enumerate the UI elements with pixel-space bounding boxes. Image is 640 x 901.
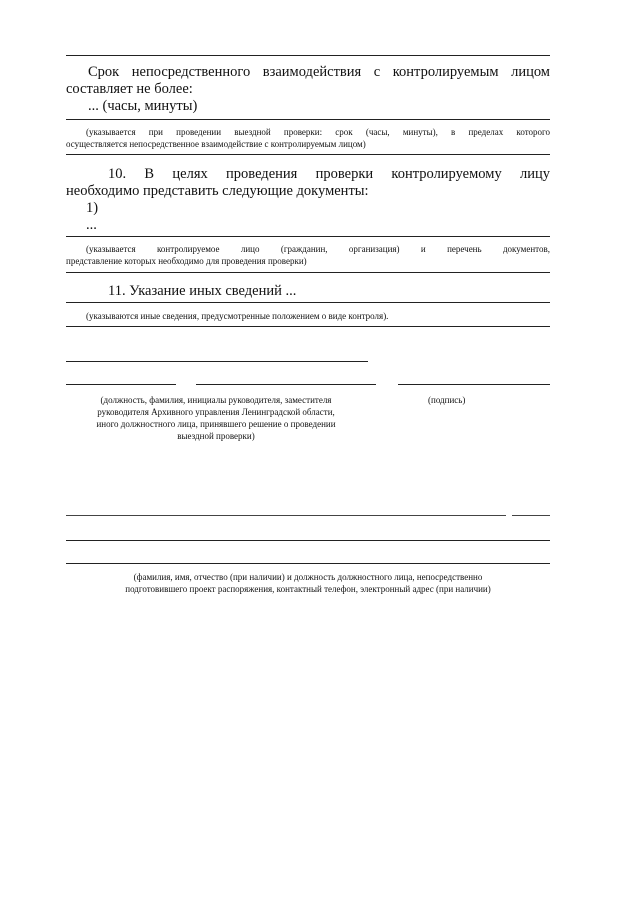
signature-sign-caption: (подпись): [428, 395, 466, 405]
section-11-bottom-rule: [66, 326, 550, 327]
section-10-note-2: представление которых необходимо для проведения проверки): [66, 256, 307, 266]
term-bottom-rule: [66, 154, 550, 155]
section-10-bottom-rule: [66, 272, 550, 273]
preparer-rule-2: [66, 540, 550, 541]
preparer-caption-1: (фамилия, имя, отчество (при наличии) и должность должностного лица, непосредственно: [133, 572, 483, 582]
signature-position-rule: [66, 384, 176, 385]
term-note-1: (указывается при проведении выездной проверки: срок (часы, минуты), в пределах которого: [86, 127, 550, 137]
signature-position-caption-3: иного должностного лица, принявшего решение о проведении: [96, 419, 336, 429]
section-11-note-1: (указываются иные сведения, предусмотренные положением о виде контроля).: [86, 311, 389, 321]
term-line-1: Срок непосредственного взаимодействия с контролируемым лицом: [88, 64, 550, 80]
signature-sign-rule: [398, 384, 550, 385]
section-10-note-1: (указывается контролируемое лицо (гражданин, организация) и перечень документов,: [86, 244, 550, 254]
section-10-fill-rule: [66, 236, 550, 237]
section-10-item-more: ...: [86, 217, 97, 233]
preparer-rule-1: [66, 515, 506, 516]
term-line-3: ... (часы, минуты): [88, 98, 198, 114]
section-11-fill-rule: [66, 302, 550, 303]
signature-position-caption-1: (должность, фамилия, инициалы руководителя, заместителя: [100, 395, 332, 405]
top-rule: [66, 55, 550, 56]
preparer-caption-2: подготовившего проект распоряжения, контактный телефон, электронный адрес (при наличии): [125, 584, 491, 594]
signature-name-rule: [66, 361, 368, 362]
signature-position-caption-4: выездной проверки): [177, 431, 255, 441]
signature-position-caption-2: руководителя Архивного управления Ленинградской области,: [97, 407, 335, 417]
section-10-item-1: 1): [86, 200, 99, 216]
section-11-line-1: 11. Указание иных сведений ...: [108, 283, 297, 299]
term-note-2: осуществляется непосредственное взаимодействие с контролируемым лицом): [66, 139, 366, 149]
preparer-rule-1b: [512, 515, 550, 516]
section-10-line-2: необходимо представить следующие документы:: [66, 183, 369, 199]
signature-position-rule-2: [196, 384, 376, 385]
term-line-2: составляет не более:: [66, 81, 193, 97]
section-10-line-1: 10. В целях проведения проверки контролируемому лицу: [108, 166, 550, 182]
term-fill-rule: [66, 119, 550, 120]
preparer-rule-3: [66, 563, 550, 564]
